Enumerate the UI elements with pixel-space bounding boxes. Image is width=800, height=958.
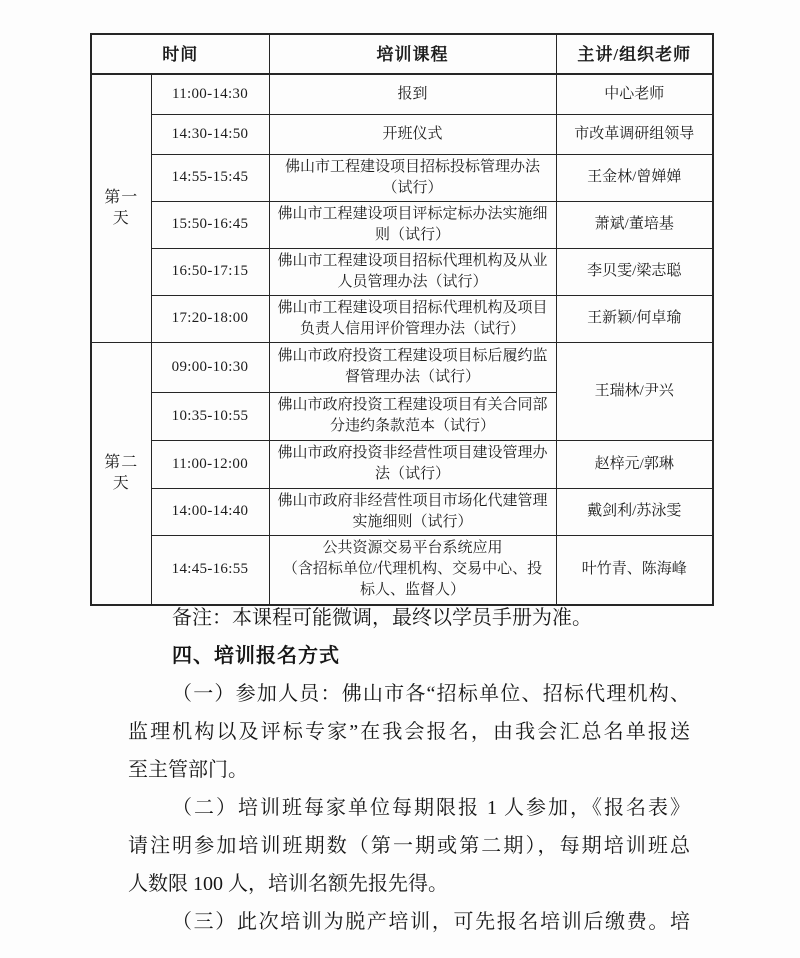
teacher-cell: 市改革调研组领导	[556, 114, 713, 154]
table-row	[91, 114, 713, 154]
course-cell: 佛山市政府非经营性项目市场化代建管理实施细则（试行）	[269, 488, 556, 535]
paragraph-1-line-2: 监理机构以及评标专家”在我会报名，由我会汇总名单报送	[128, 721, 690, 743]
course-cell: 佛山市工程建设项目招标代理机构及从业人员管理办法（试行）	[269, 248, 556, 295]
time-cell: 09:00-10:30	[151, 342, 269, 392]
course-cell: 报到	[269, 74, 556, 114]
day1-label: 第一天	[91, 74, 151, 342]
time-cell: 16:50-17:15	[151, 248, 269, 295]
time-cell: 14:00-14:40	[151, 488, 269, 535]
paragraph-2-line-2: 请注明参加培训班期数（第一期或第二期），每期培训班总	[128, 835, 690, 857]
header-time: 时间	[91, 34, 269, 74]
paragraph-3-line-1: （三）此次培训为脱产培训，可先报名培训后缴费。培	[172, 911, 690, 933]
table-row	[91, 295, 713, 342]
table-row	[91, 440, 713, 488]
header-teacher: 主讲/组织老师	[556, 34, 713, 74]
course-cell: 佛山市工程建设项目评标定标办法实施细则（试行）	[269, 201, 556, 248]
time-cell: 11:00-14:30	[151, 74, 269, 114]
header-course: 培训课程	[269, 34, 556, 74]
teacher-cell: 李贝雯/梁志聪	[556, 248, 713, 295]
teacher-cell: 王新颖/何卓瑜	[556, 295, 713, 342]
course-line-2: （含招标单位/代理机构、交易中心、投标人、监督人）	[282, 561, 543, 599]
course-cell: 佛山市工程建设项目招标投标管理办法（试行）	[269, 154, 556, 201]
course-line-1: 公共资源交易平台系统应用	[322, 540, 503, 557]
table-row	[91, 488, 713, 535]
table-header-row	[91, 34, 713, 74]
course-cell: 佛山市政府投资工程建设项目标后履约监督管理办法（试行）	[269, 342, 556, 392]
time-cell: 15:50-16:45	[151, 201, 269, 248]
table-row	[91, 342, 713, 392]
teacher-cell: 赵梓元/郭琳	[556, 440, 713, 488]
course-cell	[269, 535, 556, 605]
training-schedule-table	[90, 33, 714, 606]
table-row	[91, 201, 713, 248]
course-cell: 佛山市工程建设项目招标代理机构及项目负责人信用评价管理办法（试行）	[269, 295, 556, 342]
paragraph-1-line-1: （一）参加人员：佛山市各“招标单位、招标代理机构、	[172, 683, 690, 705]
paragraph-2-line-3: 人数限 100 人，培训名额先报先得。	[128, 873, 448, 895]
time-cell: 17:20-18:00	[151, 295, 269, 342]
day2-label: 第二天	[91, 342, 151, 605]
time-cell: 14:55-15:45	[151, 154, 269, 201]
teacher-cell: 王金林/曾婵婵	[556, 154, 713, 201]
table-row	[91, 535, 713, 605]
teacher-cell: 中心老师	[556, 74, 713, 114]
paragraph-1-line-3: 至主管部门。	[128, 759, 248, 781]
time-cell: 11:00-12:00	[151, 440, 269, 488]
teacher-cell: 叶竹青、陈海峰	[556, 535, 713, 605]
paragraph-2-line-1: （二）培训班每家单位每期限报 1 人参加，《报名表》	[172, 797, 690, 819]
course-cell: 佛山市政府投资非经营性项目建设管理办法（试行）	[269, 440, 556, 488]
teacher-cell: 王瑞林/尹兴	[556, 342, 713, 440]
table-row	[91, 248, 713, 295]
table-row	[91, 154, 713, 201]
teacher-cell: 戴剑利/苏泳雯	[556, 488, 713, 535]
course-cell: 开班仪式	[269, 114, 556, 154]
teacher-cell: 萧斌/董培基	[556, 201, 713, 248]
section-heading: 四、培训报名方式	[172, 645, 340, 667]
body-text	[128, 599, 690, 941]
time-cell: 10:35-10:55	[151, 392, 269, 440]
time-cell: 14:30-14:50	[151, 114, 269, 154]
note-line: 备注：本课程可能微调，最终以学员手册为准。	[172, 607, 592, 629]
time-cell: 14:45-16:55	[151, 535, 269, 605]
course-cell: 佛山市政府投资工程建设项目有关合同部分违约条款范本（试行）	[269, 392, 556, 440]
table-row	[91, 74, 713, 114]
